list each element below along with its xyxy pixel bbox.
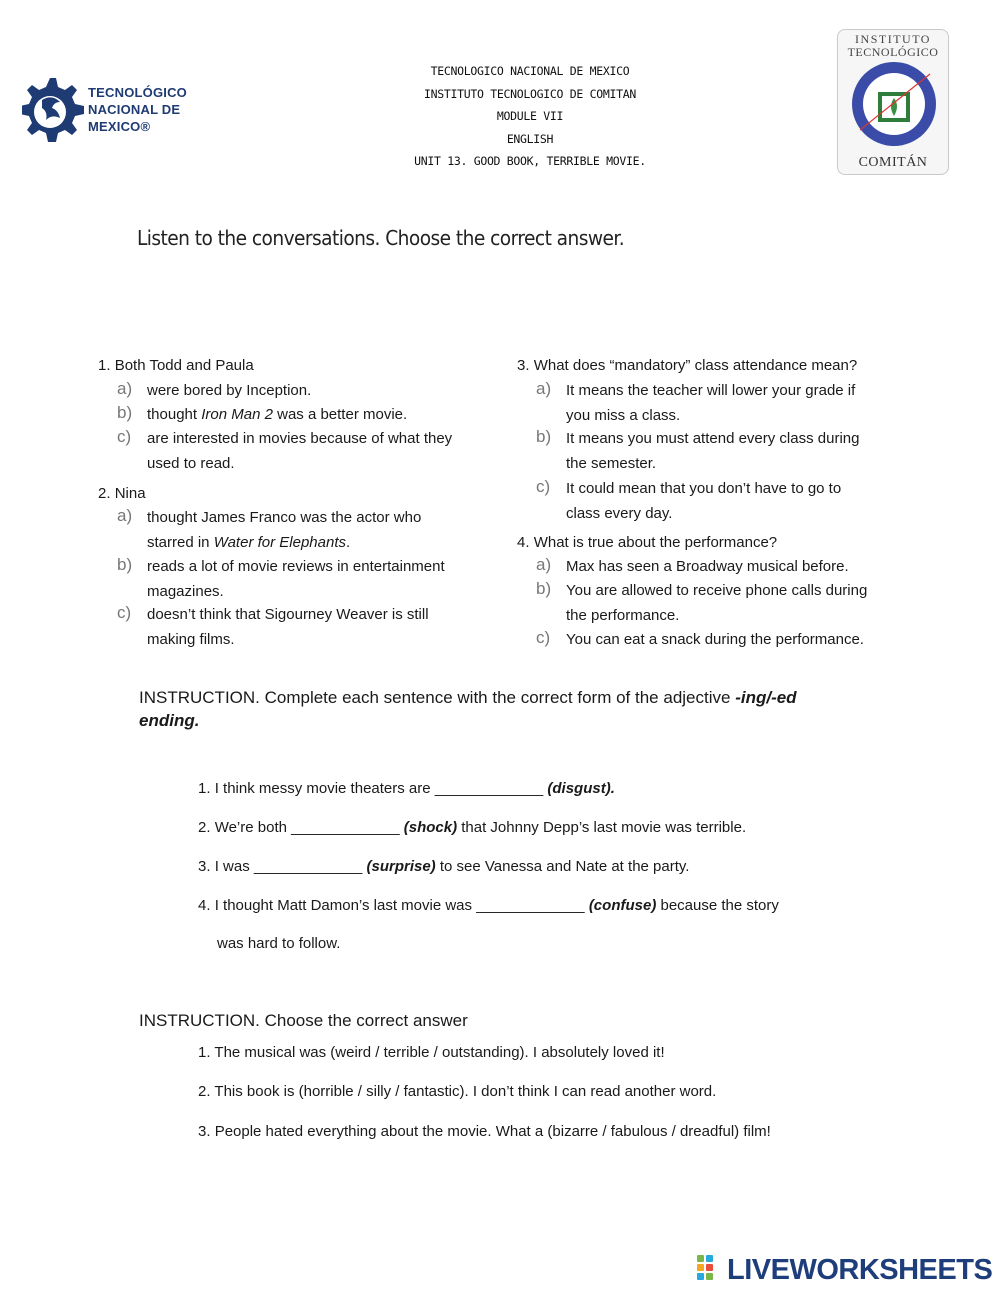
option-letter[interactable]: c) bbox=[536, 477, 551, 496]
option-c-text[interactable] bbox=[566, 477, 841, 526]
option-letter[interactable]: c) bbox=[536, 628, 551, 647]
option-text-post: was a better movie. bbox=[272, 406, 408, 423]
option-line: doesn’t think that Sigourney Weaver is still bbox=[147, 606, 429, 623]
instruction-text: INSTRUCTION. Complete each sentence with the correct form of the adjective bbox=[139, 688, 736, 707]
option-letter[interactable]: a) bbox=[117, 379, 133, 398]
fill-sentence-2[interactable] bbox=[198, 819, 746, 836]
header-line-2: INSTITUTO TECNOLOGICO DE COMITAN bbox=[424, 86, 636, 101]
option-c-text[interactable] bbox=[566, 628, 864, 653]
question-prompt: Nina bbox=[114, 485, 146, 502]
item-number: 1. bbox=[198, 780, 211, 797]
option-a-text[interactable] bbox=[566, 379, 855, 428]
question-1 bbox=[98, 357, 254, 374]
option-b-text[interactable] bbox=[147, 555, 445, 604]
item-number: 4. bbox=[198, 897, 211, 914]
logo-line-1: TECNOLÓGICO bbox=[88, 85, 187, 100]
sentence-text: People hated everything about the movie. What a (bizarre / fabulous / dreadful) film! bbox=[214, 1123, 771, 1140]
option-a-text[interactable] bbox=[566, 555, 849, 580]
option-b-text[interactable] bbox=[566, 427, 859, 476]
seal-top-line-2: TECNOLÓGICO bbox=[847, 45, 939, 59]
option-c-text[interactable] bbox=[147, 427, 452, 476]
instruction-emphasis: -ing/-ed bbox=[735, 688, 797, 707]
question-4 bbox=[517, 534, 777, 551]
option-line: You are allowed to receive phone calls during bbox=[566, 582, 868, 599]
choice-sentence-1[interactable] bbox=[198, 1044, 665, 1061]
option-line: were bored by Inception. bbox=[147, 382, 312, 399]
option-line: making films. bbox=[147, 630, 235, 648]
header-line-3: MODULE VII bbox=[496, 109, 564, 123]
question-number: 2. bbox=[98, 485, 111, 502]
sentence-text: I was _____________ bbox=[214, 858, 367, 875]
option-line: the performance. bbox=[566, 606, 680, 624]
option-a-text[interactable] bbox=[147, 506, 421, 555]
item-number: 3. bbox=[198, 858, 211, 875]
option-b-text[interactable] bbox=[147, 403, 407, 428]
question-number: 4. bbox=[517, 534, 530, 551]
option-b-text[interactable] bbox=[566, 579, 867, 628]
question-number: 3. bbox=[517, 357, 530, 374]
option-letter[interactable]: a) bbox=[536, 379, 552, 398]
seal-bottom-text: COMITÁN bbox=[858, 155, 928, 170]
sentence-text: We’re both _____________ bbox=[214, 819, 404, 836]
option-letter[interactable]: b) bbox=[536, 579, 552, 598]
sentence-text: that Johnny Depp’s last movie was terrible. bbox=[457, 819, 747, 836]
choice-sentence-2[interactable] bbox=[198, 1083, 716, 1100]
option-line: are interested in movies because of what they bbox=[147, 430, 453, 447]
logo-line-2: NACIONAL DE MEXICO® bbox=[88, 102, 181, 134]
sentence-text: I thought Matt Damon’s last movie was _____________ bbox=[214, 897, 589, 914]
instruction-emphasis: ending. bbox=[139, 711, 200, 730]
institute-seal bbox=[837, 29, 949, 175]
question-prompt: What is true about the performance? bbox=[533, 534, 778, 551]
fill-sentence-1[interactable] bbox=[198, 780, 615, 797]
tecnm-logo bbox=[22, 52, 222, 154]
item-number: 2. bbox=[198, 1083, 211, 1100]
choice-sentence-3[interactable] bbox=[198, 1123, 771, 1140]
option-line: It means you must attend every class during bbox=[566, 430, 860, 447]
fill-sentence-4-continuation: was hard to follow. bbox=[217, 935, 341, 952]
option-line: you miss a class. bbox=[566, 406, 681, 424]
sentence-text: because the story bbox=[656, 897, 779, 914]
option-letter[interactable]: b) bbox=[117, 403, 133, 422]
option-letter[interactable]: a) bbox=[117, 506, 133, 525]
gear-eagle-icon bbox=[22, 52, 84, 154]
option-letter[interactable]: a) bbox=[536, 555, 552, 574]
adjective-hint: (confuse) bbox=[588, 897, 657, 914]
option-line: thought James Franco was the actor who bbox=[147, 509, 422, 526]
adjective-hint: (shock) bbox=[403, 819, 458, 836]
option-line: It means the teacher will lower your grade if bbox=[566, 382, 856, 399]
fill-sentence-4[interactable] bbox=[198, 897, 779, 914]
option-line: You can eat a snack during the performance. bbox=[566, 631, 864, 648]
movie-title: Iron Man 2 bbox=[201, 406, 273, 423]
document-header bbox=[400, 60, 660, 173]
option-line: reads a lot of movie reviews in entertainment bbox=[147, 558, 445, 575]
seal-emblem-icon bbox=[848, 58, 940, 150]
option-line: It could mean that you don’t have to go to bbox=[566, 480, 842, 497]
section-2-instruction bbox=[139, 686, 859, 732]
option-text-post: . bbox=[346, 533, 351, 551]
option-text-pre: thought bbox=[147, 406, 202, 423]
header-line-4: ENGLISH bbox=[506, 131, 554, 146]
header-line-5: UNIT 13. GOOD BOOK, TERRIBLE MOVIE. bbox=[414, 154, 646, 168]
question-3 bbox=[517, 357, 857, 374]
item-number: 3. bbox=[198, 1123, 211, 1140]
sentence-text: The musical was (weird / terrible / outstanding). I absolutely loved it! bbox=[214, 1044, 665, 1061]
option-letter[interactable]: b) bbox=[117, 555, 133, 574]
adjective-hint: (surprise) bbox=[366, 858, 436, 875]
option-text-pre: starred in bbox=[147, 533, 214, 551]
option-letter[interactable]: c) bbox=[117, 427, 132, 446]
question-number: 1. bbox=[98, 357, 111, 374]
option-line: class every day. bbox=[566, 504, 673, 522]
option-letter[interactable]: b) bbox=[536, 427, 552, 446]
main-instruction: Listen to the conversations. Choose the correct answer. bbox=[137, 226, 625, 250]
adjective-hint: (disgust). bbox=[547, 780, 615, 797]
fill-sentence-3[interactable] bbox=[198, 858, 689, 875]
option-line: Max has seen a Broadway musical before. bbox=[566, 558, 849, 575]
sentence-text: I think messy movie theaters are _____________ bbox=[214, 780, 548, 797]
option-line: magazines. bbox=[147, 582, 224, 600]
item-number: 1. bbox=[198, 1044, 211, 1061]
item-number: 2. bbox=[198, 819, 211, 836]
liveworksheets-text: LIVEWORKSHEETS bbox=[727, 1254, 993, 1286]
seal-top-line-1: INSTITUTO bbox=[855, 32, 931, 46]
option-a-text[interactable] bbox=[147, 379, 311, 404]
book-title: Water for Elephants bbox=[213, 533, 346, 551]
section-3-instruction: INSTRUCTION. Choose the correct answer bbox=[139, 1011, 468, 1030]
option-line: used to read. bbox=[147, 454, 235, 472]
option-letter[interactable]: c) bbox=[117, 603, 132, 622]
option-c-text[interactable] bbox=[147, 603, 429, 652]
sentence-text: to see Vanessa and Nate at the party. bbox=[435, 858, 690, 875]
question-prompt: What does “mandatory” class attendance mean? bbox=[533, 357, 858, 374]
option-line: the semester. bbox=[566, 454, 657, 472]
question-prompt: Both Todd and Paula bbox=[114, 357, 254, 374]
sentence-text: This book is (horrible / silly / fantastic). I don’t think I can read another word. bbox=[214, 1083, 717, 1100]
question-2 bbox=[98, 485, 146, 502]
header-line-1: TECNOLOGICO NACIONAL DE MEXICO bbox=[430, 64, 630, 78]
